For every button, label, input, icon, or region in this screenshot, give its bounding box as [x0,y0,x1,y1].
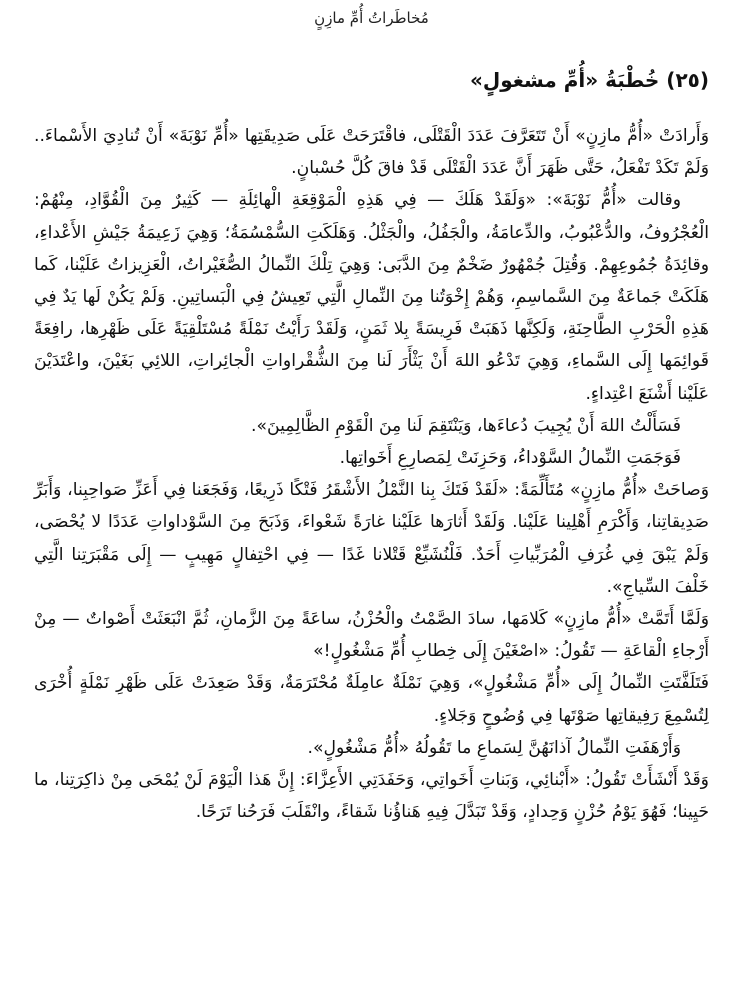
paragraph: فَوَجَمَتِ النِّمالُ السَّوْداءُ، وَحَزِنَتْ لِمَصارِعِ أَخَواتِها. [339,448,681,469]
paragraph: فَتَلَفَّتَتِ النِّمالُ إِلَى «أُمِّ مَشْغُولٍ»، وَهِيَ نَمْلَةٌ عامِلَةٌ مُحْتَرَمَةٌ، وَقَدْ صَعِدَتْ عَلَى ظَهْرِ نَمْلَةٍ أُخْرَى لِتُسْمِعَ رَفِيقاتِها صَوْتَها فِي وُضُوحٍ وَجَلاءٍ. [34,673,709,726]
paragraph: وقالت «أُمُّ نَوْبَةَ»: «وَلَقَدْ هَلَكَ — فِي هَذِهِ الْمَوْقِعَةِ الْهائِلَةِ — كَثِيرٌ مِنَ الْقُوَّادِ، مِنْهُمْ: الْعُجْرُوفُ، والدُّعْبُوبُ، والدِّعامَةُ، والْجَفُلُ، والْجَثْلُ. وَهَلَكَتِ السُّمْسُمَةُ؛ وَهِيَ زَعِيمَةُ جَيْشِ الأَعْداءِ، وقائِدَةُ جُمُوعِهِمْ. وَقُتِلَ جُمْهُورٌ ضَخْمٌ مِنَ الدَّبَى: وَهِيَ تِلْكَ النِّمالُ الصُّغَيْراتُ، الْعَزِيزاتُ عَلَيْنا، كَما هَلَكَتْ جَماعَةٌ مِنَ السَّماسِمِ، وَهُمْ إِخْوَتُنا مِنَ النِّمالِ الَّتِي تَعِيشُ فِي الْبَساتِينِ. وَلَمْ يَكُنْ لَها يَدٌ فِي هَذِهِ الْحَرْبِ الطَّاحِنَةِ، وَلَكِنَّها ذَهَبَتْ فَرِيسَةً بِلا ثَمَنٍ، وَلَقَدْ رَأَيْتُ نَمْلَةً مُسْتَلْقِيَةً عَلَى ظَهْرِها، رافِعَةً قَوائِمَها إِلَى السَّماءِ، وَهِيَ تَدْعُو اللهَ أَنْ يَثْأَرَ لَنا مِنَ الشُّقْراواتِ الْجائِراتِ، اللائِي بَغَيْنَ، واعْتَدَيْنَ عَلَيْنا أَشْنَعَ اعْتِداءٍ. [34,190,709,404]
paragraph: وَأَرْهَفَتِ النِّمالُ آذانَهُنَّ لِسَماعِ ما تَقُولُهُ «أُمُّ مَشْغُولٍ». [307,737,681,758]
paragraph: وَلَمَّا أَتَمَّتْ «أُمُّ مازِنٍ» كَلامَها، سادَ الصَّمْتُ والْحُزْنُ، ساعَةً مِنَ الزَّمانِ، ثُمَّ انْبَعَثَتْ أَصْواتٌ — مِنْ أَرْجاءِ الْقاعَةِ — تَقُولُ: «اصْغَيْنَ إِلَى خِطابِ أُمِّ مَشْغُولٍ!» [34,609,709,662]
paragraph: وَصاحَتْ «أُمُّ مازِنٍ» مُتَأَلِّمَةً: «لَقَدْ فَتَكَ بِنا النَّمْلُ الأَشْقَرُ فَتْكًا ذَرِيعًا، وَفَجَعَنا فِي أَعَزِّ صَواحِبِنا، وَأَبَرِّ صَدِيقاتِنا، وَأَكْرَمِ أَهْلِينا عَلَيْنا. وَلَقَدْ أَثارَها عَلَيْنا غارَةً شَعْواءَ، وَذَبَحَ مِنَ السَّوْداواتِ عَدَدًا لا يُحْصَى، وَلَمْ يَبْقَ فِي غُرَفِ الْمُرَبِّياتِ أَحَدٌ. فَلْنُشَيِّعْ قَتْلانا غَدًا — فِي احْتِفالٍ مَهِيبٍ — إِلَى مَقْبَرَتِنا الَّتِي خَلْفَ السِّياجِ». [34,480,709,597]
paragraph: وَأَرادَتْ «أُمُّ مازِنٍ» أَنْ تَتَعَرَّفَ عَدَدَ الْقَتْلَى، فاقْتَرَحَتْ عَلَى صَدِيقَتِها «أُمِّ نَوْبَةَ» أَنْ تُنادِيَ الأَسْماءَ.. وَلَمْ تَكَدْ تَفْعَلُ، حَتَّى ظَهَرَ أَنَّ عَدَدَ الْقَتْلَى قَدْ فاقَ كُلَّ حُسْبانٍ. [34,126,709,179]
paragraph: وَقَدْ أَنْشَأَتْ تَقُولُ: «أَبْنائِي، وَبَناتِ أَخَواتِي، وَحَفَدَتِي الأَعِزَّاءَ: إِنَّ هَذا الْيَوْمَ لَنْ يُمْحَى مِنْ ذاكِرَتِنا، ما حَيِينا؛ فَهُوَ يَوْمُ حُزْنٍ وَحِدادٍ، وَقَدْ تَبَدَّلَ فِيهِ هَناؤُنا شَقاءً، وانْقَلَبَ فَرَحُنا تَرَحًا. [34,770,709,823]
body-text [34,120,709,828]
running-header: مُخاطَراتُ أُمِّ مازِنٍ [314,9,429,27]
chapter-title: (٢٥) خُطْبَةُ «أُمِّ مشغولٍ» [469,68,709,92]
paragraph: فَسَأَلْتُ اللهَ أَنْ يُجِيبَ دُعاءَها، وَيَنْتَقِمَ لَنا مِنَ الْقَوْمِ الظَّالِمِينَ». [251,415,681,436]
